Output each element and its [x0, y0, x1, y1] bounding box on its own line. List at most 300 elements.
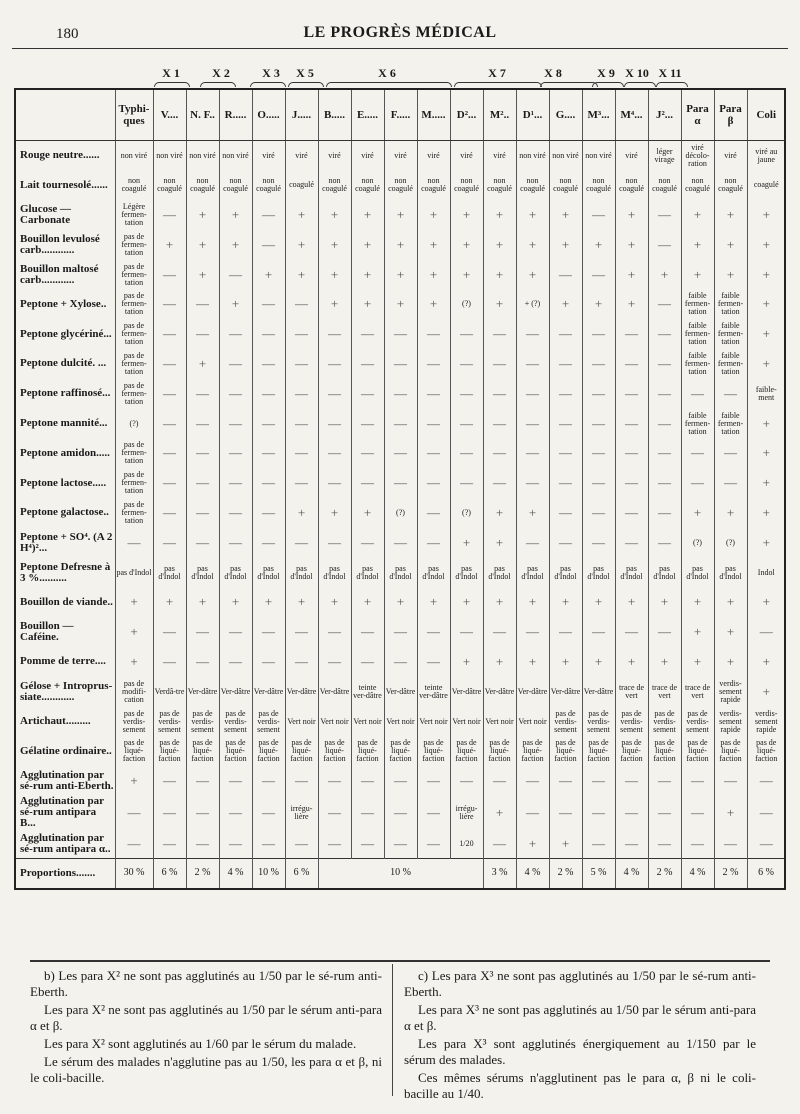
table-cell: + — [615, 289, 648, 319]
table-cell: — — [516, 379, 549, 409]
note-paragraph: Les para X³ sont agglutinés énergiquement au 1/150 par le sérum des malades. — [404, 1036, 756, 1067]
table-cell: — — [681, 796, 714, 829]
table-cell: non coagulé — [615, 170, 648, 200]
table-row — [15, 587, 785, 617]
table-cell: + — [483, 587, 516, 617]
table-cell: pas de verdis-sement — [681, 707, 714, 737]
table-cell: — — [648, 349, 681, 379]
table-cell: — — [318, 319, 351, 349]
table-cell: — — [252, 766, 285, 796]
table-cell: + — [714, 647, 747, 677]
table-cell: faible fermen-tation — [714, 409, 747, 439]
table-cell: — — [681, 379, 714, 409]
table-cell: + — [549, 829, 582, 859]
table-cell: — — [186, 647, 219, 677]
table-cell: — — [582, 409, 615, 439]
table-cell: non viré — [582, 141, 615, 171]
column-header: M².. — [483, 89, 516, 141]
table-cell: — — [483, 468, 516, 498]
table-cell: — — [549, 260, 582, 290]
table-cell: + — [714, 796, 747, 829]
table-cell: — — [483, 829, 516, 859]
table-cell: + — [450, 260, 483, 290]
column-header: D²... — [450, 89, 483, 141]
table-row — [15, 409, 785, 439]
table-cell: irrégu-lière — [285, 796, 318, 829]
table-cell: — — [252, 829, 285, 859]
row-label: Gélatine ordinaire.. — [20, 744, 112, 757]
table-cell: + — [219, 587, 252, 617]
table-cell: + — [648, 647, 681, 677]
table-cell: — — [384, 829, 417, 859]
table-cell: — — [318, 349, 351, 379]
table-cell: non coagulé — [516, 170, 549, 200]
proportion-cell: 4 % — [681, 859, 714, 889]
table-cell: — — [417, 349, 450, 379]
table-cell: + — [516, 647, 549, 677]
table-cell: + — [384, 587, 417, 617]
table-cell: — — [582, 617, 615, 647]
table-cell: — — [351, 349, 384, 379]
table-cell: — — [549, 319, 582, 349]
row-label: Agglutination par sé-rum anti-Eberth. — [20, 769, 114, 793]
table-cell: — — [582, 528, 615, 558]
row-label: Bouillon maltosé carb............ — [20, 262, 99, 286]
table-cell: + — [483, 230, 516, 260]
table-cell: — — [615, 766, 648, 796]
table-cell: non coagulé — [648, 170, 681, 200]
proportion-cell: 10 % — [318, 859, 483, 889]
table-cell: — — [516, 617, 549, 647]
table-cell: — — [648, 200, 681, 230]
group-brace — [288, 82, 324, 87]
results-table — [14, 88, 786, 890]
table-cell: faible fermen-tation — [681, 349, 714, 379]
table-cell: — — [252, 409, 285, 439]
table-cell: viré au jaune — [747, 141, 785, 171]
table-cell: — — [285, 319, 318, 349]
table-cell: pas de liqué-faction — [450, 736, 483, 766]
table-row — [15, 707, 785, 737]
proportion-cell: 4 % — [516, 859, 549, 889]
table-row — [15, 141, 785, 171]
row-label: Peptone raffinosé... — [20, 387, 111, 400]
table-cell: non coagulé — [549, 170, 582, 200]
table-cell: non coagulé — [384, 170, 417, 200]
table-cell: non coagulé — [186, 170, 219, 200]
table-cell: + — [417, 200, 450, 230]
table-cell: — — [417, 796, 450, 829]
table-cell: — — [615, 617, 648, 647]
table-cell: — — [516, 796, 549, 829]
table-cell: pas d'Indol — [483, 558, 516, 588]
table-cell: — — [516, 528, 549, 558]
row-label: Rouge neutre...... — [20, 149, 100, 162]
table-cell: — — [351, 647, 384, 677]
row-label: Gélose + Introprus-siate............ — [20, 679, 113, 703]
table-cell: + — [450, 528, 483, 558]
table-cell: + — [417, 289, 450, 319]
table-cell: (?) — [681, 528, 714, 558]
table-cell: + — [417, 230, 450, 260]
table-cell: + — [747, 349, 785, 379]
table-cell: + — [483, 200, 516, 230]
table-cell: — — [219, 498, 252, 528]
table-cell: — — [285, 528, 318, 558]
column-header: V.... — [153, 89, 186, 141]
note-paragraph: Les para X² ne sont pas agglutinés au 1/50 par le sérum anti-para α et β. — [30, 1002, 382, 1033]
group-label: X 6 — [378, 66, 396, 80]
table-cell: — — [186, 617, 219, 647]
table-cell: + — [681, 260, 714, 290]
table-cell: — — [219, 796, 252, 829]
table-cell: + — [153, 230, 186, 260]
table-cell: faible fermen-tation — [714, 319, 747, 349]
table-cell: — — [417, 528, 450, 558]
row-label: Peptone Defresne à 3 %.......... — [20, 560, 111, 584]
table-cell: — — [384, 468, 417, 498]
table-cell: — — [549, 766, 582, 796]
table-cell: + — [483, 260, 516, 290]
table-cell: — — [747, 796, 785, 829]
table-cell: — — [549, 409, 582, 439]
table-cell: faible fermen-tation — [681, 409, 714, 439]
column-header: J..... — [285, 89, 318, 141]
table-cell: non viré — [219, 141, 252, 171]
table-cell: — — [153, 528, 186, 558]
column-header: O..... — [252, 89, 285, 141]
table-cell: — — [615, 528, 648, 558]
table-cell: — — [285, 468, 318, 498]
table-cell: pas de verdis-sement — [582, 707, 615, 737]
column-header: Para β — [714, 89, 747, 141]
table-cell: + — [351, 260, 384, 290]
column-header: M..... — [417, 89, 450, 141]
table-cell: viré — [384, 141, 417, 171]
group-brace — [454, 82, 542, 87]
table-cell: — — [549, 468, 582, 498]
table-cell: — — [252, 617, 285, 647]
table-cell: — — [153, 289, 186, 319]
table-row — [15, 170, 785, 200]
table-cell: (?) — [450, 498, 483, 528]
table-cell: — — [219, 617, 252, 647]
proportions-row — [15, 859, 785, 889]
table-cell: coagulé — [285, 170, 318, 200]
table-cell: — — [285, 829, 318, 859]
table-cell: + — [384, 260, 417, 290]
group-label: X 9 — [597, 66, 615, 80]
group-brace — [250, 82, 286, 87]
table-cell: pas d'Indol — [115, 558, 153, 588]
row-label: Peptone mannité... — [20, 417, 108, 430]
table-cell: — — [318, 796, 351, 829]
table-cell: — — [351, 617, 384, 647]
table-cell: + — [417, 260, 450, 290]
table-cell: — — [615, 498, 648, 528]
table-cell: — — [648, 438, 681, 468]
table-cell: — — [318, 766, 351, 796]
table-cell: coagulé — [747, 170, 785, 200]
table-cell: pas d'Indol — [615, 558, 648, 588]
table-cell: pas de fermen-tation — [115, 379, 153, 409]
row-label: Artichaut......... — [20, 715, 91, 728]
page-number: 180 — [56, 26, 79, 42]
table-cell: — — [615, 468, 648, 498]
table-cell: + — [714, 230, 747, 260]
table-row — [15, 736, 785, 766]
table-cell: — — [115, 829, 153, 859]
table-row — [15, 677, 785, 707]
column-header: G.... — [549, 89, 582, 141]
table-cell: + — [747, 587, 785, 617]
table-cell: — — [615, 379, 648, 409]
proportion-cell: 30 % — [115, 859, 153, 889]
table-cell: — — [417, 379, 450, 409]
table-cell: — — [615, 438, 648, 468]
table-cell: — — [351, 379, 384, 409]
table-cell: — — [450, 349, 483, 379]
page-header — [0, 0, 800, 44]
table-cell: — — [747, 766, 785, 796]
group-label: X 11 — [658, 66, 682, 80]
note-paragraph: Ces mêmes sérums n'agglutinent pas le para α, β ni le coli-bacille au 1/40. — [404, 1070, 756, 1101]
table-cell: — — [483, 409, 516, 439]
table-body — [15, 141, 785, 889]
row-label: Peptone + Xylose.. — [20, 297, 107, 310]
proportion-cell: 3 % — [483, 859, 516, 889]
table-cell: pas de liqué-faction — [285, 736, 318, 766]
table-cell: — — [615, 349, 648, 379]
table-cell: — — [450, 438, 483, 468]
table-cell: — — [186, 498, 219, 528]
table-cell: + — [582, 647, 615, 677]
table-row — [15, 230, 785, 260]
table-cell: + — [483, 289, 516, 319]
table-cell: — — [747, 829, 785, 859]
table-cell: non coagulé — [714, 170, 747, 200]
table-cell: — — [252, 647, 285, 677]
table-cell: non coagulé — [582, 170, 615, 200]
table-cell: — — [285, 349, 318, 379]
table-cell: + — [483, 647, 516, 677]
table-cell: — — [252, 200, 285, 230]
table-cell: + — [351, 230, 384, 260]
table-cell: — — [153, 379, 186, 409]
table-cell: — — [648, 289, 681, 319]
table-cell: — — [648, 528, 681, 558]
table-cell: — — [285, 766, 318, 796]
table-cell: Ver-dâtre — [549, 677, 582, 707]
table-cell: pas de fermen-tation — [115, 498, 153, 528]
table-cell: pas de liqué-faction — [549, 736, 582, 766]
table-cell: — — [351, 438, 384, 468]
table-cell: + — [351, 200, 384, 230]
table-cell: + — [615, 260, 648, 290]
table-cell: + — [747, 230, 785, 260]
table-cell: — — [582, 379, 615, 409]
table-cell: — — [483, 319, 516, 349]
row-label: Bouillon de viande.. — [20, 595, 113, 608]
table-cell: — — [318, 379, 351, 409]
table-cell: — — [417, 319, 450, 349]
table-cell: — — [153, 409, 186, 439]
table-cell: — — [450, 617, 483, 647]
table-cell: Ver-dâtre — [186, 677, 219, 707]
table-cell: — — [582, 766, 615, 796]
table-cell: — — [714, 829, 747, 859]
table-cell: — — [186, 319, 219, 349]
table-cell: + — [351, 587, 384, 617]
group-label: X 3 — [262, 66, 280, 80]
table-cell: viré — [285, 141, 318, 171]
table-cell: — — [417, 617, 450, 647]
proportion-cell: 10 % — [252, 859, 285, 889]
table-cell: + — [582, 587, 615, 617]
row-label: Proportions....... — [15, 859, 115, 889]
table-cell: — — [549, 379, 582, 409]
table-cell: — — [582, 200, 615, 230]
row-label: Agglutination par sé-rum antipara α.. — [20, 831, 111, 855]
table-cell: + — [153, 587, 186, 617]
table-cell: pas de fermen-tation — [115, 468, 153, 498]
table-row — [15, 260, 785, 290]
table-cell: pas d'Indol — [186, 558, 219, 588]
table-cell: + — [714, 260, 747, 290]
notes-section — [30, 960, 770, 1100]
table-cell: + — [417, 587, 450, 617]
table-cell: — — [153, 260, 186, 290]
row-label: Peptone + SO⁴. (A 2 H⁴)²... — [20, 530, 113, 554]
table-cell: Légère fermen-tation — [115, 200, 153, 230]
table-cell: — — [384, 379, 417, 409]
table-cell: — — [318, 647, 351, 677]
table-cell: + — [681, 587, 714, 617]
notes-left-column — [30, 968, 382, 1088]
table-cell: — — [384, 319, 417, 349]
table-cell: pas de fermen-tation — [115, 349, 153, 379]
table-cell: + — [549, 200, 582, 230]
table-cell: — — [252, 289, 285, 319]
table-cell: + — [285, 230, 318, 260]
table-cell: + — [384, 200, 417, 230]
table-cell: — — [186, 766, 219, 796]
table-cell: — — [153, 796, 186, 829]
table-cell: — — [219, 260, 252, 290]
table-cell: — — [252, 438, 285, 468]
table-cell: — — [516, 766, 549, 796]
table-cell: Ver-dâtre — [450, 677, 483, 707]
table-cell: Vert noir — [285, 707, 318, 737]
table-cell: — — [153, 438, 186, 468]
table-cell: + — [186, 260, 219, 290]
table-cell: + — [714, 498, 747, 528]
table-cell: non viré — [549, 141, 582, 171]
table-cell: — — [384, 766, 417, 796]
row-label: Peptone lactose..... — [20, 476, 107, 489]
table-cell: — — [186, 796, 219, 829]
table-cell: + — [252, 587, 285, 617]
table-cell: pas d'Indol — [351, 558, 384, 588]
table-cell: + — [747, 498, 785, 528]
table-cell: + — [681, 230, 714, 260]
table-cell: — — [417, 498, 450, 528]
table-cell: trace de vert — [648, 677, 681, 707]
table-cell: pas de verdis-sement — [153, 707, 186, 737]
table-cell: + — [516, 200, 549, 230]
table-cell: — — [681, 468, 714, 498]
table-cell: + — [219, 200, 252, 230]
note-paragraph: Les para X³ ne sont pas agglutinés au 1/50 par le sérum anti-para α et β. — [404, 1002, 756, 1033]
table-cell: pas de liqué-faction — [747, 736, 785, 766]
notes-right-column — [404, 968, 756, 1104]
proportion-cell: 4 % — [219, 859, 252, 889]
notes-rule — [30, 960, 770, 962]
table-cell: + — [516, 260, 549, 290]
table-cell: + — [285, 587, 318, 617]
journal-title: LE PROGRÈS MÉDICAL — [303, 24, 497, 41]
row-label: Peptone amidon..... — [20, 446, 110, 459]
table-cell: non coagulé — [318, 170, 351, 200]
group-label: X 2 — [212, 66, 230, 80]
table-cell: pas de liqué-faction — [516, 736, 549, 766]
table-cell: teinte ver-dâtre — [351, 677, 384, 707]
table-cell: — — [681, 438, 714, 468]
note-paragraph: b) Les para X² ne sont pas agglutinés au 1/50 par le sé-rum anti-Eberth. — [30, 968, 382, 999]
column-header: Para α — [681, 89, 714, 141]
table-cell: + — [747, 409, 785, 439]
table-cell: + — [318, 289, 351, 319]
table-cell: pas d'Indol — [516, 558, 549, 588]
table-cell: — — [186, 438, 219, 468]
table-cell: + — [747, 200, 785, 230]
table-cell: + — [318, 230, 351, 260]
table-cell: + — [615, 230, 648, 260]
table-cell: pas d'Indol — [318, 558, 351, 588]
row-label-header — [15, 89, 115, 141]
table-cell: — — [714, 379, 747, 409]
table-cell: — — [153, 647, 186, 677]
table-cell: pas de verdis-sement — [219, 707, 252, 737]
table-cell: pas de liqué-faction — [648, 736, 681, 766]
table-cell: pas d'Indol — [648, 558, 681, 588]
proportion-cell: 2 % — [186, 859, 219, 889]
table-cell: + — [714, 200, 747, 230]
table-cell: pas de liqué-faction — [186, 736, 219, 766]
table-cell: faible fermen-tation — [714, 289, 747, 319]
proportion-cell: 2 % — [549, 859, 582, 889]
table-cell: + — [115, 766, 153, 796]
table-cell: — — [384, 796, 417, 829]
table-cell: — — [417, 409, 450, 439]
table-cell: — — [549, 617, 582, 647]
table-cell: pas de verdis-sement — [615, 707, 648, 737]
table-cell: — — [483, 349, 516, 379]
table-cell: non coagulé — [115, 170, 153, 200]
table-cell: — — [153, 766, 186, 796]
table-cell: — — [516, 438, 549, 468]
table-cell: — — [186, 289, 219, 319]
table-cell: pas de verdis-sement — [252, 707, 285, 737]
group-label: X 10 — [625, 66, 649, 80]
table-cell: + — [549, 647, 582, 677]
table-cell: viré — [252, 141, 285, 171]
table-cell: — — [549, 498, 582, 528]
table-cell: Vert noir — [417, 707, 450, 737]
table-cell: — — [714, 766, 747, 796]
table-cell: + — [318, 200, 351, 230]
table-cell: + — [615, 587, 648, 617]
